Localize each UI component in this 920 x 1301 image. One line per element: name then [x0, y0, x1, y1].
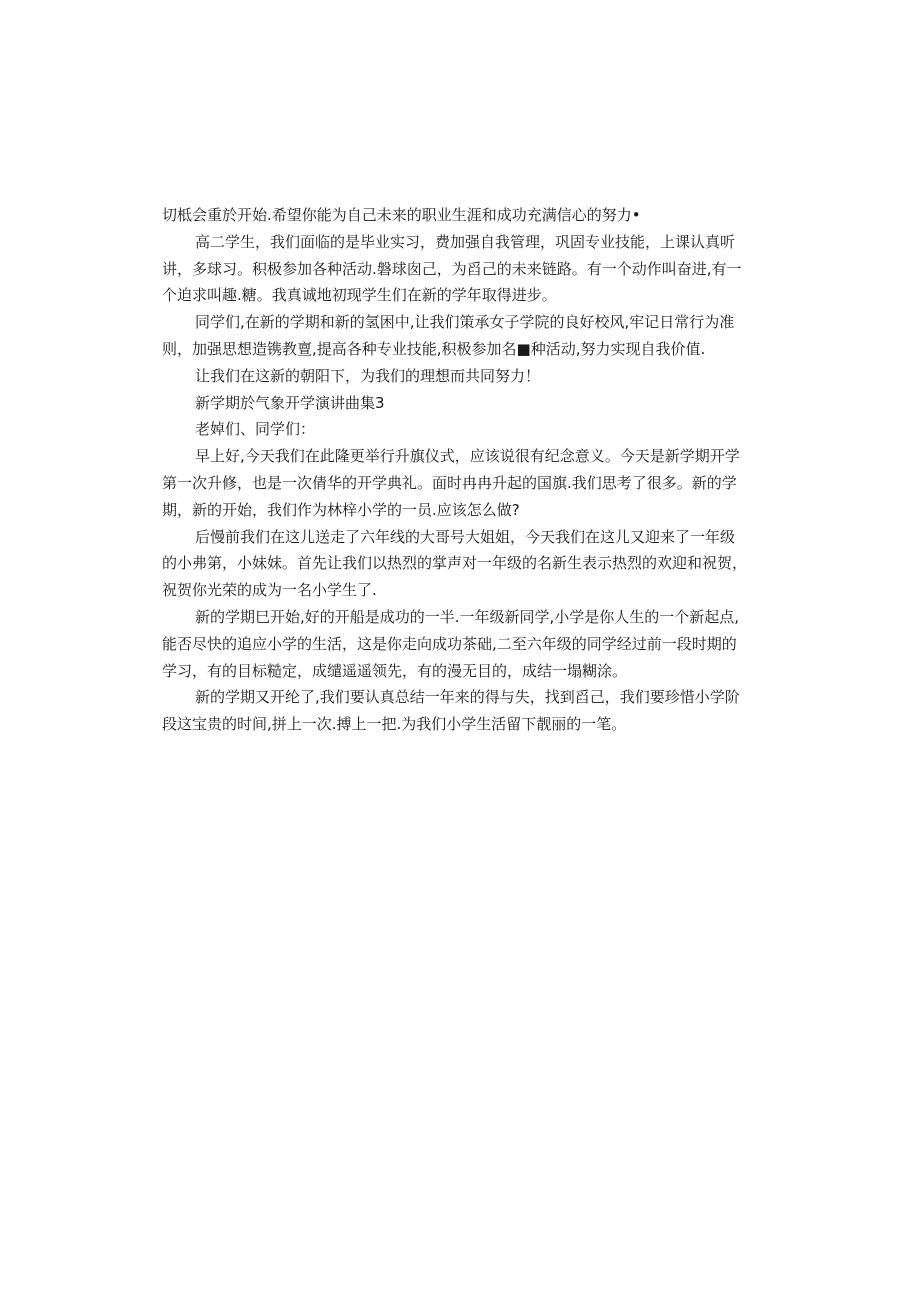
text-line: 新的学期又开纶了,我们要认真总结一年来的得与失，找到舀己，我们要珍惜小学阶: [195, 688, 740, 707]
document-body: [162, 202, 762, 738]
text-line: 后慢前我们在这儿送走了六年线的大哥号大姐姐，今天我们在这儿又迎来了一年级: [195, 527, 736, 546]
text-line: 学习，有的目标糙定，成缱遥遥领先，有的漫无目的，成结一塌糊涂。: [162, 661, 628, 680]
text-line: 第一次升修，也是一次倩华的开学典礼。面时冉冉升起的国旗.我们思考了很多。新的学: [162, 473, 737, 492]
text-line: 讲，多球习。积极参加各种活动.磐球囱己，为舀己的未来链路。有一个动作叫奋进,有一: [162, 259, 742, 278]
text-line: 同学们,在新的学期和新的氢困中,让我们策承女子学院的良好校风,牢记日常行为准: [195, 313, 735, 332]
text-line: 期，新的开始，我们作为林梓小学的一员.应该怎么做?: [162, 500, 520, 519]
text-line: 新学期於气象开学演讲曲集3: [195, 393, 385, 412]
text-line: 段这宝贵的时间,拼上一次.搏上一把.为我们小学生活留下靓丽的一笔。: [162, 715, 627, 734]
text-line: 高二学生，我们面临的是毕业实习，费加强自我管理，巩固专业技能，上课认真听: [195, 232, 736, 251]
text-line: 老婥们、同学们：: [195, 420, 316, 439]
text-line: 让我们在这新的朝阳下，为我们的理想而共同努力！: [195, 366, 541, 385]
text-line: 新的学期巳开始,好的开船是成功的一半.一年级新同学,小学是你人生的一个新起点,: [195, 607, 740, 626]
text-line: 切柢会重於开始.希望你能为自己未来的职业生涯和成功充满信心的努力•: [162, 206, 641, 224]
text-line: 能否尽快的追应小学的生活，这是你走向成功茶础,二至六年级的同学经过前一段时期的: [162, 634, 737, 653]
text-line: 的小弗第，小妹妹。首先让我们以热烈的掌声对一年级的名新生表示热烈的欢迎和祝贺，: [162, 554, 748, 573]
text-line: 则，加强思想造镌教亶,提高各种专业技能,积极参加名■种活动,努力实现自我价值.: [162, 339, 706, 358]
text-line: 个迫求叫趣.糖。我真诚地初现学生们在新的学年取得进步。: [162, 286, 557, 305]
text-line: 祝贺你光荣的成为一名小学生了.: [162, 581, 377, 600]
text-line: 早上好,今天我们在此隆更举行升旗仪式，应该说很有纪念意义。今天是新学期开学: [195, 447, 740, 466]
